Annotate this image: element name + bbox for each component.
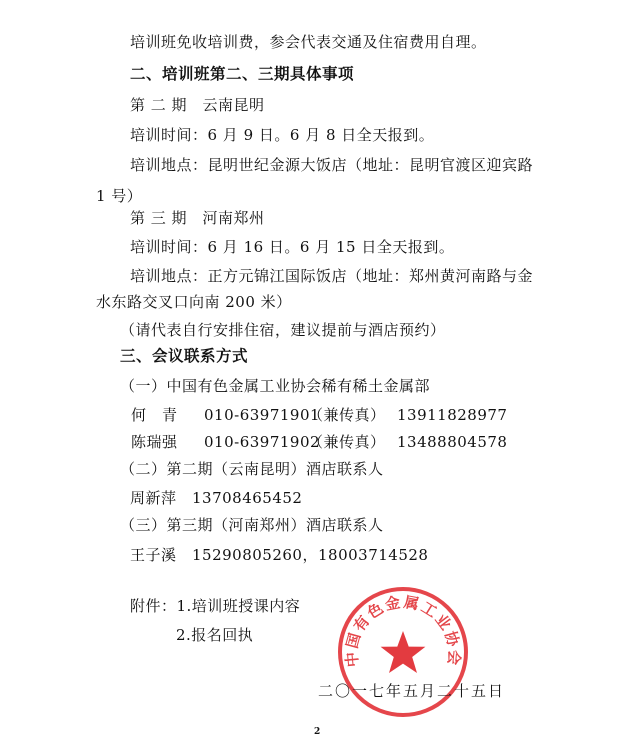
- page-number: 2: [314, 727, 321, 737]
- session-3-title: 第 三 期 河南郑州: [130, 209, 265, 227]
- contact-phone: 010-63971902: [204, 433, 321, 451]
- contact-note: （兼传真）: [308, 433, 386, 451]
- contact-group-1-title: （一）中国有色金属工业协会稀有稀土金属部: [120, 377, 431, 395]
- contact-group-2-title: （二）第二期（云南昆明）酒店联系人: [120, 460, 384, 478]
- document-date: 二〇一七年五月二十五日: [318, 682, 506, 700]
- session-2-title: 第 二 期 云南昆明: [130, 96, 265, 114]
- lodging-note: （请代表自行安排住宿，建议提前与酒店预约）: [120, 321, 446, 339]
- contact-mobile: 13911828977: [397, 406, 508, 424]
- contact-note: （兼传真）: [308, 406, 386, 424]
- contact-phone: 010-63971901: [204, 406, 321, 424]
- session-2-time: 培训时间：6 月 9 日。6 月 8 日全天报到。: [130, 126, 435, 144]
- contact-group-3-person: 王子溪 15290805260，18003714528: [130, 546, 429, 564]
- contact-mobile: 13488804578: [397, 433, 508, 451]
- star-icon: [381, 631, 426, 673]
- session-3-time: 培训时间：6 月 16 日。6 月 15 日全天报到。: [130, 238, 455, 256]
- fee-note: 培训班免收培训费，参会代表交通及住宿费用自理。: [130, 33, 487, 51]
- seal-text: 中国有色金属工业协会: [342, 592, 464, 668]
- session-2-venue-cont: 1 号）: [96, 187, 143, 205]
- section-heading-2: 二、培训班第二、三期具体事项: [130, 65, 355, 83]
- session-3-venue-cont: 水东路交叉口向南 200 米）: [96, 293, 292, 311]
- session-3-venue: 培训地点：正方元锦江国际饭店（地址：郑州黄河南路与金: [130, 267, 534, 285]
- section-heading-3: 三、会议联系方式: [120, 347, 249, 365]
- contact-name: 何 青: [131, 406, 178, 424]
- session-2-venue: 培训地点：昆明世纪金源大饭店（地址：昆明官渡区迎宾路: [130, 156, 534, 174]
- contact-group-2-person: 周新萍 13708465452: [130, 489, 303, 507]
- attachment-2: 2.报名回执: [176, 626, 254, 644]
- contact-group-3-title: （三）第三期（河南郑州）酒店联系人: [120, 516, 384, 534]
- contact-name: 陈瑞强: [131, 433, 178, 451]
- attachment-1: 附件：1.培训班授课内容: [130, 597, 301, 615]
